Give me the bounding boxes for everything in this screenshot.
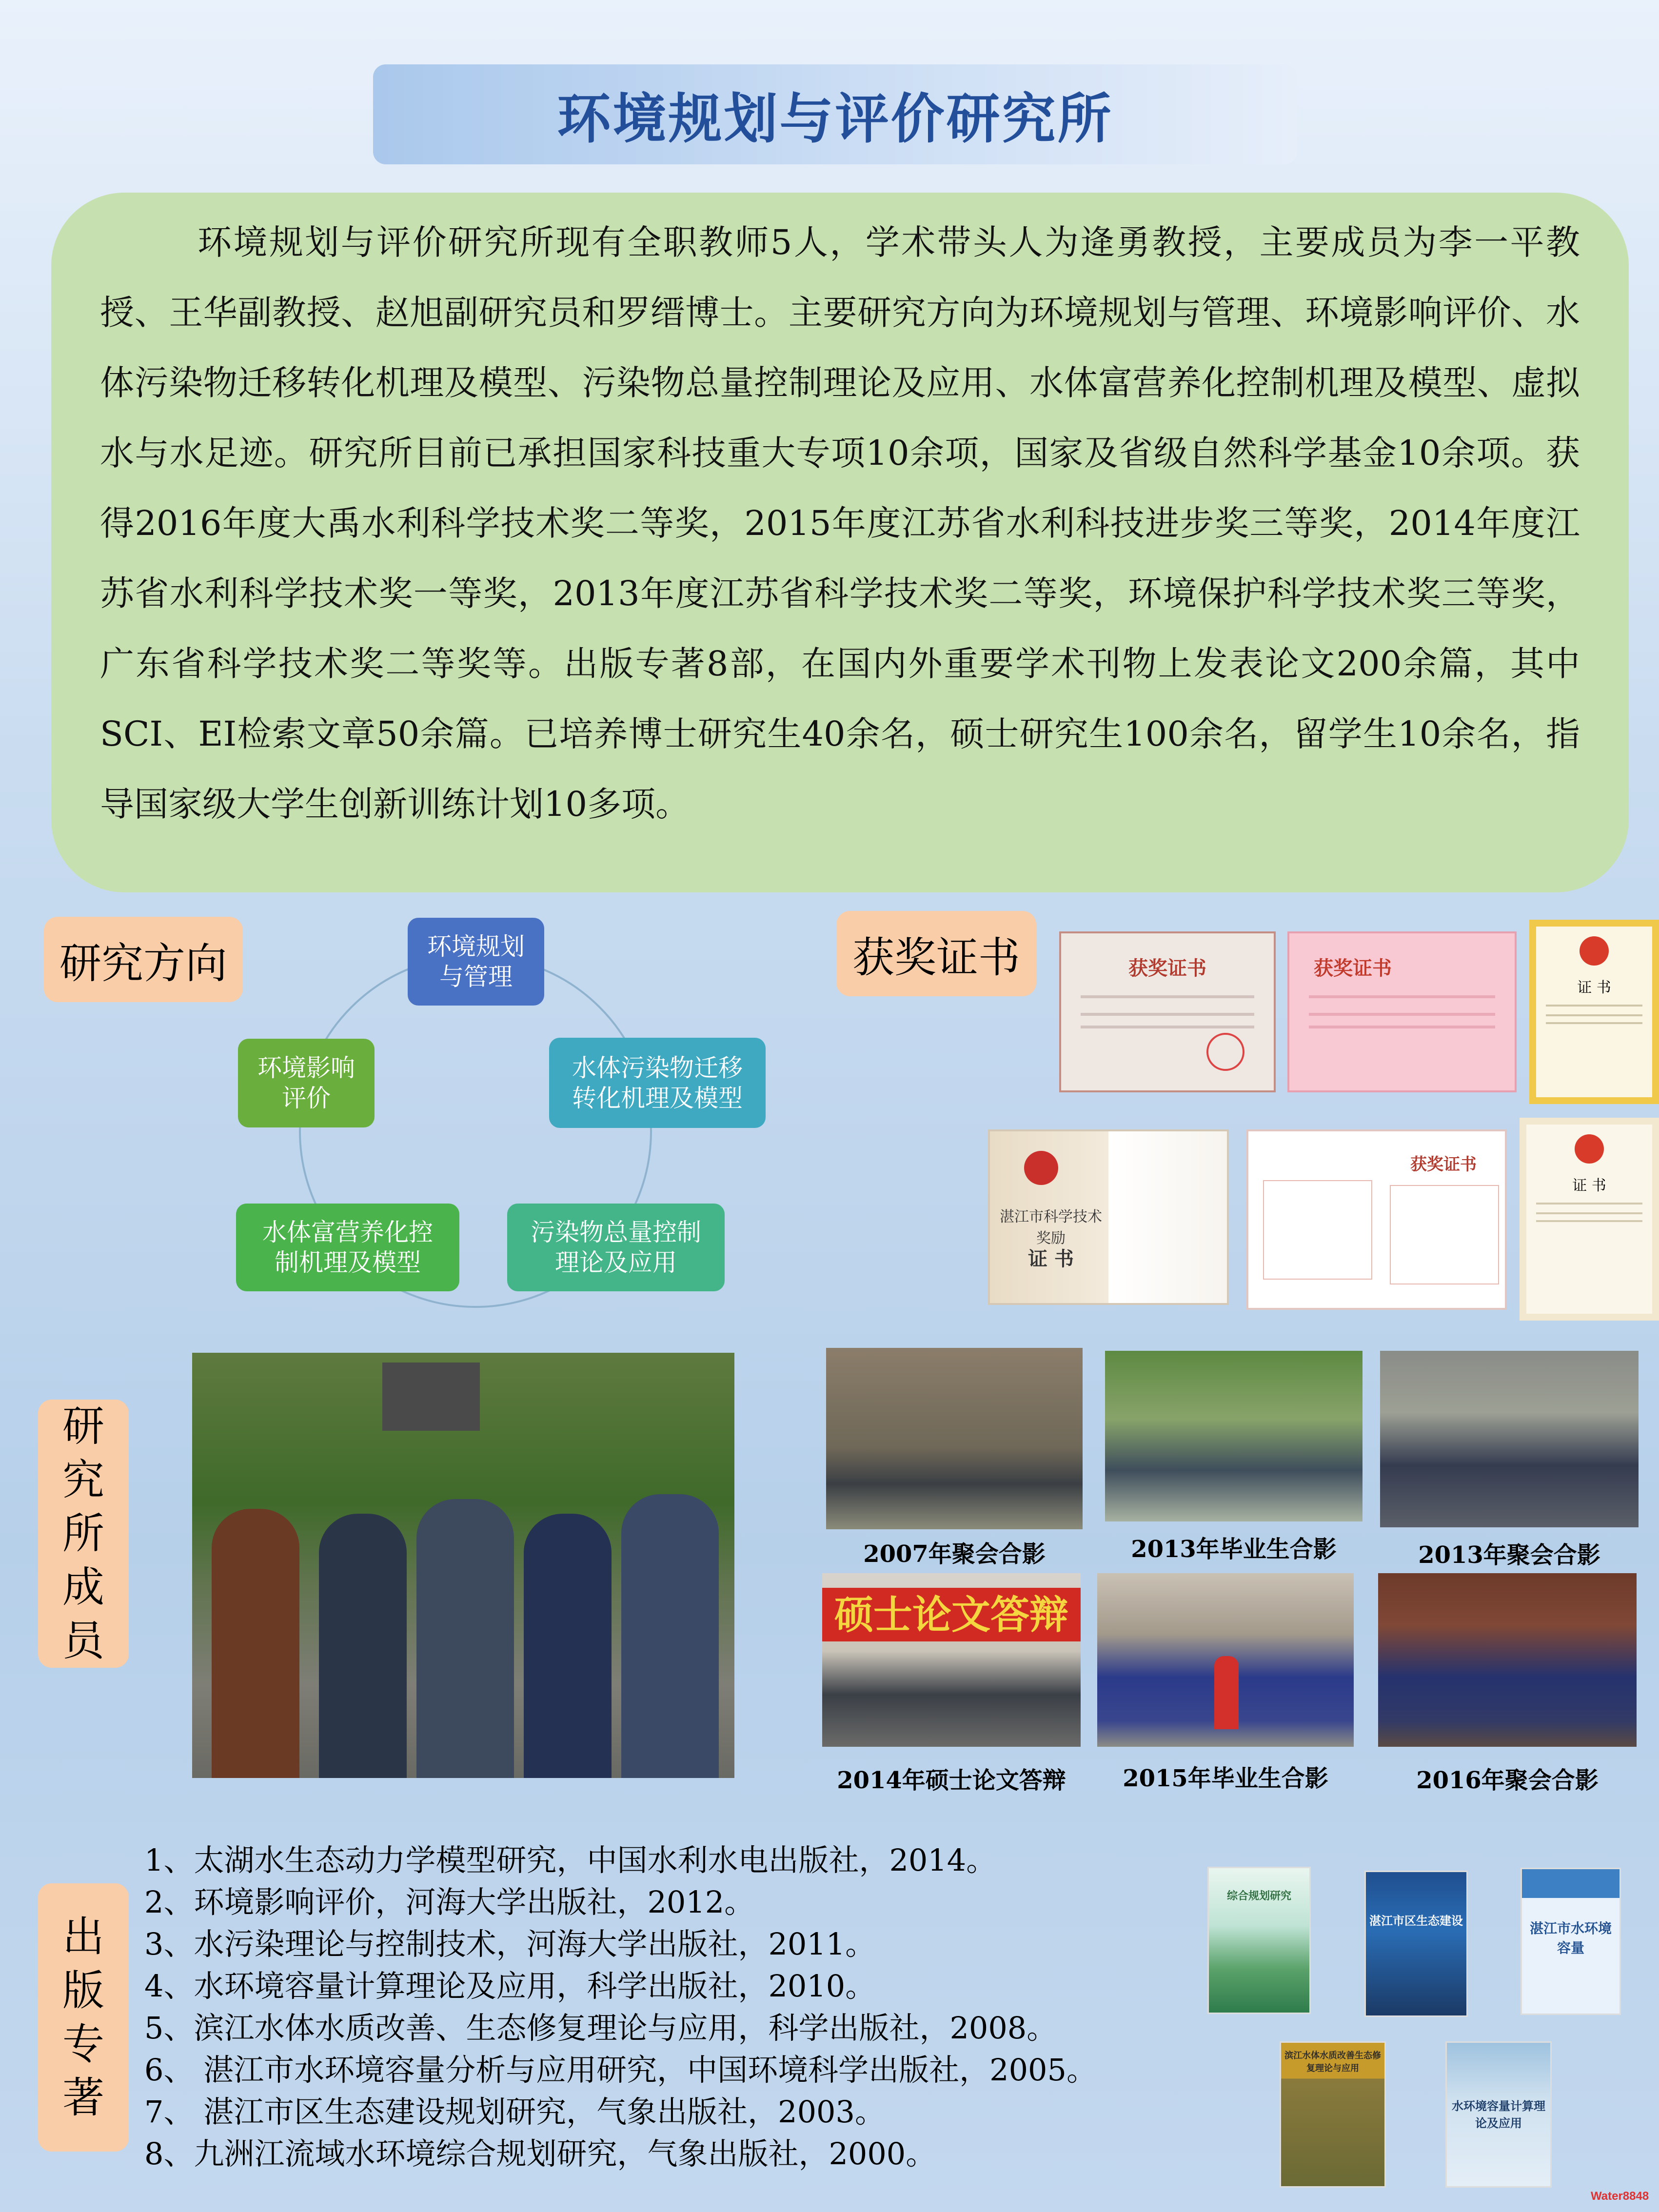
research-node-planning	[408, 918, 544, 1006]
publication-item: 5、滨江水体水质改善、生态修复理论与应用，科学出版社，2008。	[144, 2010, 1057, 2046]
book-title: 湛江市区生态建设	[1369, 1914, 1463, 1928]
photo-caption: 2016年聚会合影	[1416, 1767, 1599, 1794]
awards-label: 获奖证书	[836, 911, 1036, 996]
group-photo-2016-reunion	[1378, 1573, 1637, 1747]
book-title: 水环境容量计算理论及应用	[1452, 2099, 1545, 2130]
group-photo-2014-defense	[822, 1573, 1081, 1747]
photo-caption: 2013年聚会合影	[1418, 1541, 1600, 1569]
award-cert-5	[1246, 1129, 1507, 1310]
book-cover-3	[1521, 1868, 1621, 2015]
book-title: 综合规划研究	[1226, 1890, 1291, 1902]
cert-title: 证 书	[1572, 1177, 1606, 1194]
publications-label	[38, 1883, 129, 2152]
label-char: 专	[62, 2020, 104, 2069]
publication-item: 8、九洲江流域水环境综合规划研究，气象出版社，2000。	[144, 2136, 936, 2172]
node-line: 与管理	[439, 963, 513, 991]
award-cert-2	[1287, 931, 1517, 1092]
node-line: 水体污染物迁移	[572, 1053, 743, 1082]
publication-list	[144, 1839, 1217, 2175]
defense-banner: 硕士论文答辩	[822, 1588, 1081, 1641]
book-cover-4	[1280, 2041, 1386, 2188]
book-cover-1	[1207, 1867, 1311, 2014]
photo-caption: 2013年毕业生合影	[1131, 1536, 1337, 1563]
research-node-eutrophication	[236, 1204, 459, 1291]
emblem-icon	[1580, 936, 1609, 966]
intro-text: 环境规划与评价研究所现有全职教师5人，学术带头人为逄勇教授，主要成员为李一平教授、王华副教授、赵旭副研究员和罗缙博士。主要研究方向为环境规划与管理、环境影响评价、水体污染物迁移转化机理及模型、污染物总量控制理论及应用、水体富营养化控制机理及模型、虚拟水与水足迹。研究所目前已承担国家科技重大专项10余项，国家及省级自然科学基金10余项。获得2016年度大禹水利科学技术奖二等奖，2015年度江苏省水利科技进步奖三等奖，2014年度江苏省水利科学技术奖一等奖，2013年度江苏省科学技术奖二等奖，环境保护科学技术奖三等奖，广东省科学技术奖二等奖等。出版专著8部，在国内外重要学术刊物上发表论文200余篇，其中SCI、EI检索文章50余篇。已培养博士研究生40余名，硕士研究生100余名，留学生10余名，指导国家级大学生创新训练计划10多项。	[100, 222, 1580, 824]
publication-item: 2、环境影响评价，河海大学出版社，2012。	[144, 1884, 755, 1920]
cert-title: 湛江市科学技术奖励	[1000, 1208, 1102, 1247]
research-node-pollutant-migration	[549, 1038, 766, 1128]
node-line: 环境规划	[427, 932, 525, 961]
publication-item: 1、太湖水生态动力学模型研究，中国水利水电出版社，2014。	[144, 1842, 997, 1878]
page-title: 环境规划与评价研究所	[557, 87, 1113, 150]
book-cover-2	[1364, 1871, 1468, 2017]
emblem-icon	[1575, 1134, 1604, 1164]
publication-item: 3、水污染理论与控制技术，河海大学出版社，2011。	[144, 1926, 876, 1962]
label-char: 出	[62, 1913, 104, 1961]
group-photo-2013-graduates	[1105, 1351, 1363, 1521]
publication-item: 6、 湛江市水环境容量分析与应用研究，中国环境科学出版社，2005。	[144, 2052, 1097, 2088]
group-photo-2007	[826, 1348, 1083, 1529]
cert-title: 获奖证书	[1410, 1155, 1477, 1174]
node-line: 环境影响	[257, 1054, 355, 1082]
node-line: 污染物总量控制	[531, 1218, 701, 1246]
book-cover-5	[1445, 2041, 1552, 2188]
title-banner	[373, 64, 1297, 164]
cert-title: 获奖证书	[1314, 957, 1392, 980]
award-cert-1	[1059, 931, 1276, 1092]
cert-title: 证 书	[1577, 979, 1611, 996]
label-char: 成	[62, 1563, 104, 1612]
publication-item: 7、 湛江市区生态建设规划研究，气象出版社，2003。	[144, 2094, 885, 2130]
node-line: 评价	[282, 1084, 331, 1112]
book-title: 滨江水体水质改善生态修复理论与应用	[1284, 2051, 1381, 2074]
book-title: 湛江市水环境容量	[1529, 1920, 1612, 1956]
label-char: 研	[62, 1402, 104, 1451]
research-node-total-control	[507, 1204, 725, 1291]
label-char: 所	[62, 1509, 104, 1558]
photo-caption: 2015年毕业生合影	[1123, 1765, 1328, 1792]
research-label: 研究方向	[44, 917, 243, 1002]
emblem-icon	[1024, 1151, 1058, 1185]
members-label	[38, 1400, 129, 1668]
team-photo	[192, 1353, 734, 1778]
intro-panel	[51, 193, 1629, 892]
award-cert-4	[988, 1129, 1229, 1305]
seal-icon	[1206, 1033, 1244, 1071]
node-line: 水体富营养化控	[262, 1218, 433, 1246]
photo-caption: 2014年硕士论文答辩	[837, 1767, 1066, 1794]
award-cert-3	[1529, 920, 1659, 1104]
publication-item: 4、水环境容量计算理论及应用，科学出版社，2010。	[144, 1968, 876, 2004]
cert-title: 获奖证书	[1128, 957, 1206, 980]
label-char: 员	[62, 1617, 104, 1665]
award-cert-6	[1520, 1118, 1659, 1321]
label-char: 著	[62, 2074, 104, 2122]
label-char: 版	[62, 1966, 104, 2015]
research-node-eia	[238, 1039, 375, 1127]
label-char: 究	[62, 1456, 104, 1504]
photo-caption: 2007年聚会合影	[863, 1540, 1046, 1568]
group-photo-2013-reunion	[1380, 1351, 1639, 1527]
cert-subtitle: 证 书	[1028, 1247, 1074, 1270]
watermark-logo: Water8848	[1591, 2190, 1649, 2203]
node-line: 制机理及模型	[275, 1248, 421, 1277]
node-line: 转化机理及模型	[572, 1084, 743, 1112]
group-photo-2015-graduates	[1097, 1573, 1354, 1747]
node-line: 理论及应用	[555, 1248, 677, 1277]
